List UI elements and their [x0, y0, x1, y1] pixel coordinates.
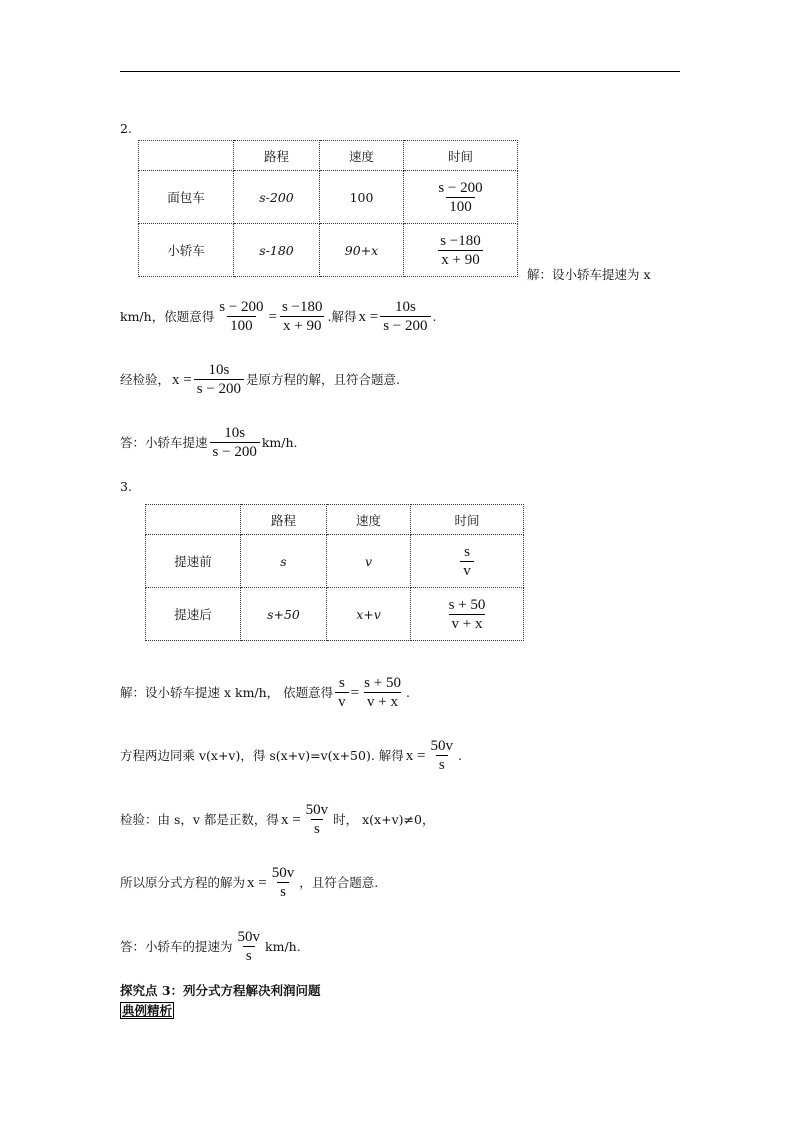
sec3-answer-line: 答：小轿车的提速为 $\frac{50v}{s}$ km/h.: [120, 929, 301, 964]
sec3-multiply-line: 方程两边同乘 v(x+v)，得 s(x+v)=v(x+50). 解得 x = $\frac{50v}{s}$ .: [120, 738, 462, 773]
sec2-check-line: 经检验， x = $\frac{10s}{s - 200}$ 是原方程的解，且符合题意.: [120, 362, 401, 397]
table-2-header-distance: 路程: [234, 141, 320, 171]
table-2-header-speed: 速度: [320, 141, 404, 171]
table-3-row1-time: $\frac{s}{v}$: [411, 535, 524, 588]
sec2-equation-line: km/h，依题意得 $\frac{s - 200}{100}$ = $\frac{s -180}{x + 90}$ .解得 x = $\frac{10s}{s - 200}$ .: [120, 299, 437, 334]
table-2-row1-name: 面包车: [139, 171, 234, 224]
sub-heading: 典例精析: [122, 1003, 173, 1018]
header-rule: [120, 71, 680, 72]
table-2-row1-distance: s-200: [234, 171, 320, 224]
table-2-row2-name: 小轿车: [139, 224, 234, 277]
table-3-header-time: 时间: [411, 505, 524, 535]
table-2-row1-time: $\frac{s - 200}{100}$: [404, 171, 518, 224]
table-3-row1-distance: s: [241, 535, 327, 588]
table-2-row1-speed: 100: [320, 171, 404, 224]
table-2: [138, 140, 518, 277]
item-number-3: 3.: [120, 479, 132, 494]
table-2-row2-time: $\frac{s -180}{x + 90}$: [404, 224, 518, 277]
table-2-row2-speed: 90+x: [320, 224, 404, 277]
sec3-check-line: 检验：由 s，v 都是正数，得 x = $\frac{50v}{s}$ 时， x(x+v)≠0，: [120, 802, 435, 837]
table-3-row2-name: 提速后: [146, 588, 241, 641]
sec2-answer-line: 答：小轿车提速 $\frac{10s}{s - 200}$ km/h.: [120, 425, 298, 460]
sec3-solution-line: 所以原分式方程的解为 x = $\frac{50v}{s}$ ，且符合题意.: [120, 865, 379, 900]
table-3-header-distance: 路程: [241, 505, 327, 535]
table-3-row2-time: $\frac{s + 50}{v + x}$: [411, 588, 524, 641]
table-3-row1-speed: v: [327, 535, 411, 588]
table-2-header-time: 时间: [404, 141, 518, 171]
item-number-2: 2.: [120, 121, 132, 136]
table-3-corner: [146, 505, 241, 535]
table-3: [145, 504, 524, 641]
table-2-row2-distance: s-180: [234, 224, 320, 277]
sec3-equation-line: 解：设小轿车提速 x km/h， 依题意得 $\frac{s}{v}$ = $\frac{s + 50}{v + x}$ .: [120, 675, 410, 710]
table-3-header-speed: 速度: [327, 505, 411, 535]
sec2-solution-start: 解：设小轿车提速为 x: [527, 267, 651, 282]
table-2-corner: [139, 141, 234, 171]
section-heading: 探究点 3：列分式方程解决利润问题: [120, 983, 321, 998]
table-3-row2-speed: x+v: [327, 588, 411, 641]
table-3-row2-distance: s+50: [241, 588, 327, 641]
table-3-row1-name: 提速前: [146, 535, 241, 588]
